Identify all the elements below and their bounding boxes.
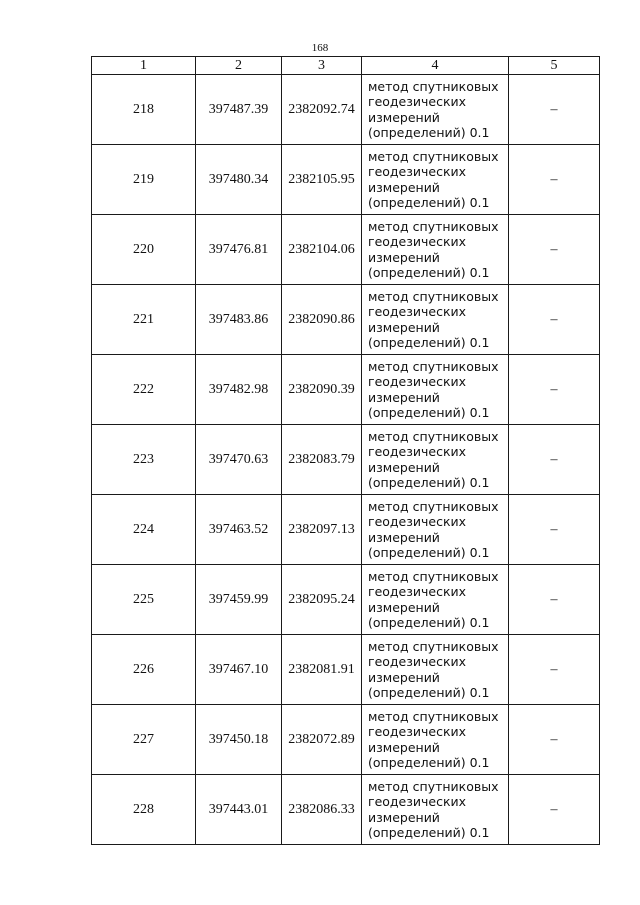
- y-coordinate-cell: 2382072.89: [282, 705, 362, 775]
- x-coordinate-cell: 397483.86: [196, 285, 282, 355]
- table-row: [92, 635, 600, 705]
- column-header-1: 1: [92, 57, 196, 75]
- table-row: [92, 355, 600, 425]
- note-cell: –: [509, 635, 600, 705]
- column-header-2: 2: [196, 57, 282, 75]
- point-number-cell: 218: [92, 75, 196, 145]
- x-coordinate-cell: 397476.81: [196, 215, 282, 285]
- method-cell: метод спутниковых геодезических измерений (определений) 0.1: [362, 775, 509, 845]
- point-number-cell: 223: [92, 425, 196, 495]
- method-cell: метод спутниковых геодезических измерений (определений) 0.1: [362, 425, 509, 495]
- y-coordinate-cell: 2382086.33: [282, 775, 362, 845]
- table-row: [92, 215, 600, 285]
- table-row: [92, 565, 600, 635]
- x-coordinate-cell: 397470.63: [196, 425, 282, 495]
- note-cell: –: [509, 145, 600, 215]
- coordinates-table: [91, 56, 600, 845]
- y-coordinate-cell: 2382105.95: [282, 145, 362, 215]
- table-header-row: [92, 57, 600, 75]
- y-coordinate-cell: 2382095.24: [282, 565, 362, 635]
- table-row: [92, 775, 600, 845]
- column-header-5: 5: [509, 57, 600, 75]
- x-coordinate-cell: 397459.99: [196, 565, 282, 635]
- note-cell: –: [509, 495, 600, 565]
- point-number-cell: 225: [92, 565, 196, 635]
- note-cell: –: [509, 355, 600, 425]
- x-coordinate-cell: 397450.18: [196, 705, 282, 775]
- method-cell: метод спутниковых геодезических измерений (определений) 0.1: [362, 215, 509, 285]
- y-coordinate-cell: 2382090.86: [282, 285, 362, 355]
- page-number: 168: [311, 42, 329, 54]
- method-cell: метод спутниковых геодезических измерений (определений) 0.1: [362, 495, 509, 565]
- point-number-cell: 222: [92, 355, 196, 425]
- note-cell: –: [509, 425, 600, 495]
- x-coordinate-cell: 397487.39: [196, 75, 282, 145]
- note-cell: –: [509, 565, 600, 635]
- x-coordinate-cell: 397480.34: [196, 145, 282, 215]
- method-cell: метод спутниковых геодезических измерений (определений) 0.1: [362, 75, 509, 145]
- method-cell: метод спутниковых геодезических измерений (определений) 0.1: [362, 705, 509, 775]
- table-row: [92, 145, 600, 215]
- point-number-cell: 221: [92, 285, 196, 355]
- table-row: [92, 425, 600, 495]
- x-coordinate-cell: 397463.52: [196, 495, 282, 565]
- note-cell: –: [509, 215, 600, 285]
- table-row: [92, 285, 600, 355]
- x-coordinate-cell: 397482.98: [196, 355, 282, 425]
- note-cell: –: [509, 775, 600, 845]
- y-coordinate-cell: 2382092.74: [282, 75, 362, 145]
- table-row: [92, 495, 600, 565]
- method-cell: метод спутниковых геодезических измерений (определений) 0.1: [362, 565, 509, 635]
- table-row: [92, 75, 600, 145]
- point-number-cell: 219: [92, 145, 196, 215]
- point-number-cell: 228: [92, 775, 196, 845]
- x-coordinate-cell: 397467.10: [196, 635, 282, 705]
- table-row: [92, 705, 600, 775]
- point-number-cell: 226: [92, 635, 196, 705]
- table-body: [92, 75, 600, 845]
- method-cell: метод спутниковых геодезических измерений (определений) 0.1: [362, 355, 509, 425]
- x-coordinate-cell: 397443.01: [196, 775, 282, 845]
- column-header-4: 4: [362, 57, 509, 75]
- note-cell: –: [509, 75, 600, 145]
- y-coordinate-cell: 2382083.79: [282, 425, 362, 495]
- point-number-cell: 220: [92, 215, 196, 285]
- point-number-cell: 227: [92, 705, 196, 775]
- y-coordinate-cell: 2382090.39: [282, 355, 362, 425]
- y-coordinate-cell: 2382104.06: [282, 215, 362, 285]
- method-cell: метод спутниковых геодезических измерений (определений) 0.1: [362, 635, 509, 705]
- method-cell: метод спутниковых геодезических измерений (определений) 0.1: [362, 145, 509, 215]
- point-number-cell: 224: [92, 495, 196, 565]
- note-cell: –: [509, 285, 600, 355]
- note-cell: –: [509, 705, 600, 775]
- method-cell: метод спутниковых геодезических измерений (определений) 0.1: [362, 285, 509, 355]
- y-coordinate-cell: 2382097.13: [282, 495, 362, 565]
- y-coordinate-cell: 2382081.91: [282, 635, 362, 705]
- column-header-3: 3: [282, 57, 362, 75]
